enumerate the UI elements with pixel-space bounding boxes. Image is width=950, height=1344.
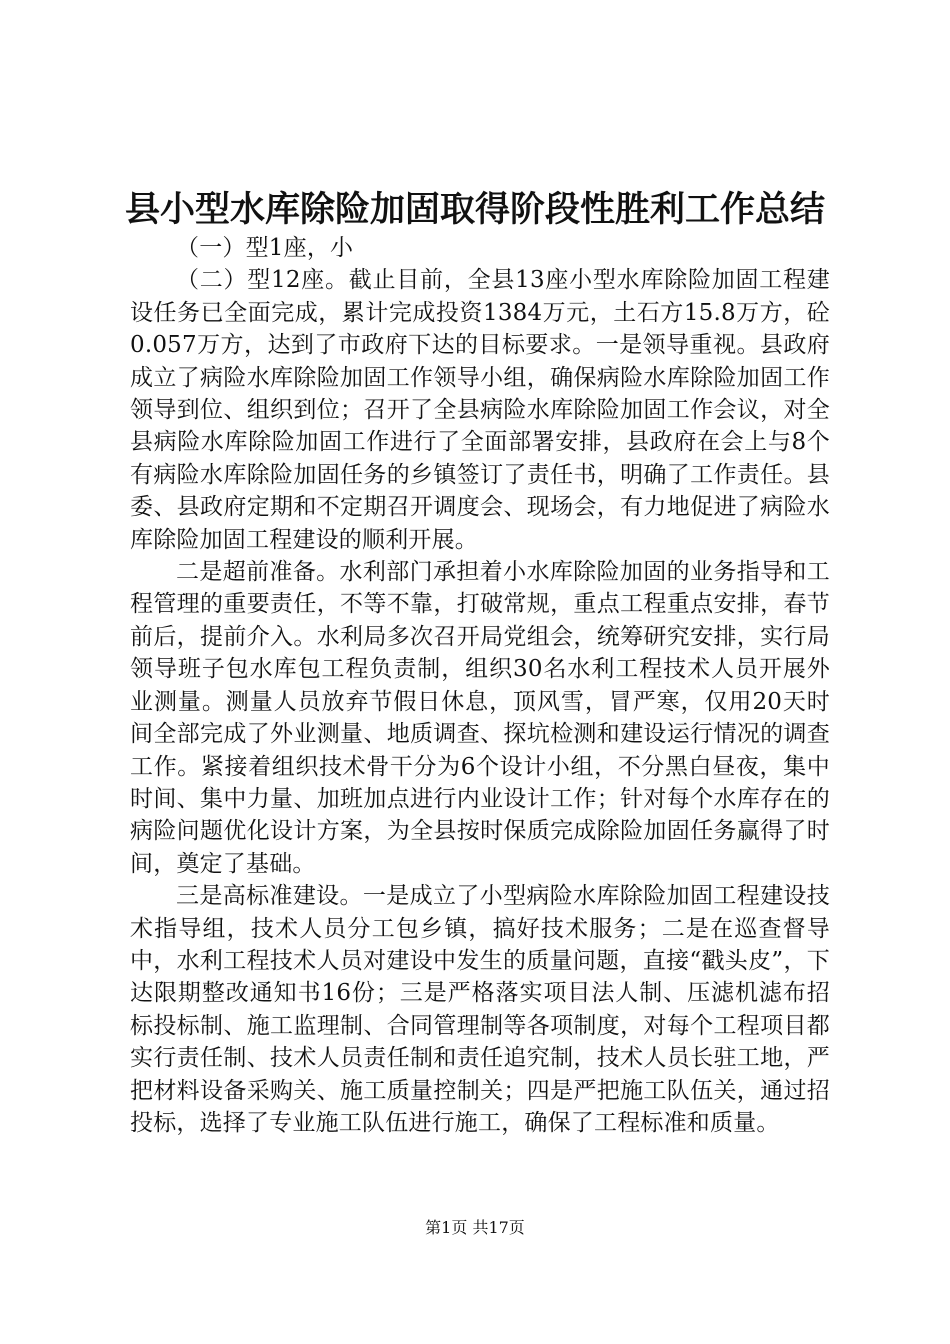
document-body bbox=[130, 232, 830, 1139]
page-footer: 第1页 共17页 bbox=[425, 1218, 525, 1237]
document-title: 县小型水库除险加固取得阶段性胜利工作总结 bbox=[124, 190, 825, 230]
paragraph-2: （二）型12座。截止目前，全县13座小型水库除险加固工程建设任务已全面完成，累计完成投资1384万元，土石方15.8万方，砼0.057万方，达到了市政府下达的目标要求。一是领导重视。县政府成立了病险水库除险加固工作领导小组，确保病险水库除险加固工作领导到位、组织到位；召开了全县病险水库除险加固工作会议，对全县病险水库除险加固工作进行了全面部署安排，县政府在会上与8个有病险水库除险加固任务的乡镇签订了责任书，明确了工作责任。县委、县政府定期和不定期召开调度会、现场会，有力地促进了病险水库除险加固工程建设的顺利开展。 bbox=[130, 267, 830, 553]
paragraph-4: 三是高标准建设。一是成立了小型病险水库除险加固工程建设技术指导组，技术人员分工包乡镇，搞好技术服务；二是在巡查督导中，水利工程技术人员对建设中发生的质量问题，直接“戳头皮”，下达限期整改通知书16份；三是严格落实项目法人制、压滤机滤布招标投标制、施工监理制、合同管理制等各项制度，对每个工程项目都实行责任制、技术人员责任制和责任追究制，技术人员长驻工地，严把材料设备采购关、施工质量控制关；四是严把施工队伍关，通过招投标，选择了专业施工队伍进行施工，确保了工程标准和质量。 bbox=[130, 883, 830, 1136]
paragraph-3: 二是超前准备。水利部门承担着小水库除险加固的业务指导和工程管理的重要责任，不等不靠，打破常规，重点工程重点安排，春节前后，提前介入。水利局多次召开局党组会，统筹研究安排，实行局领导班子包水库包工程负责制，组织30名水利工程技术人员开展外业测量。测量人员放弃节假日休息，顶风雪，冒严寒，仅用20天时间全部完成了外业测量、地质调查、探坑检测和建设运行情况的调查工作。紧接着组织技术骨干分为6个设计小组，不分黑白昼夜，集中时间、集中力量、加班加点进行内业设计工作；针对每个水库存在的病险问题优化设计方案，为全县按时保质完成除险加固任务赢得了时间，奠定了基础。 bbox=[130, 559, 830, 877]
paragraph-1: （一）型1座，小 bbox=[176, 235, 354, 261]
